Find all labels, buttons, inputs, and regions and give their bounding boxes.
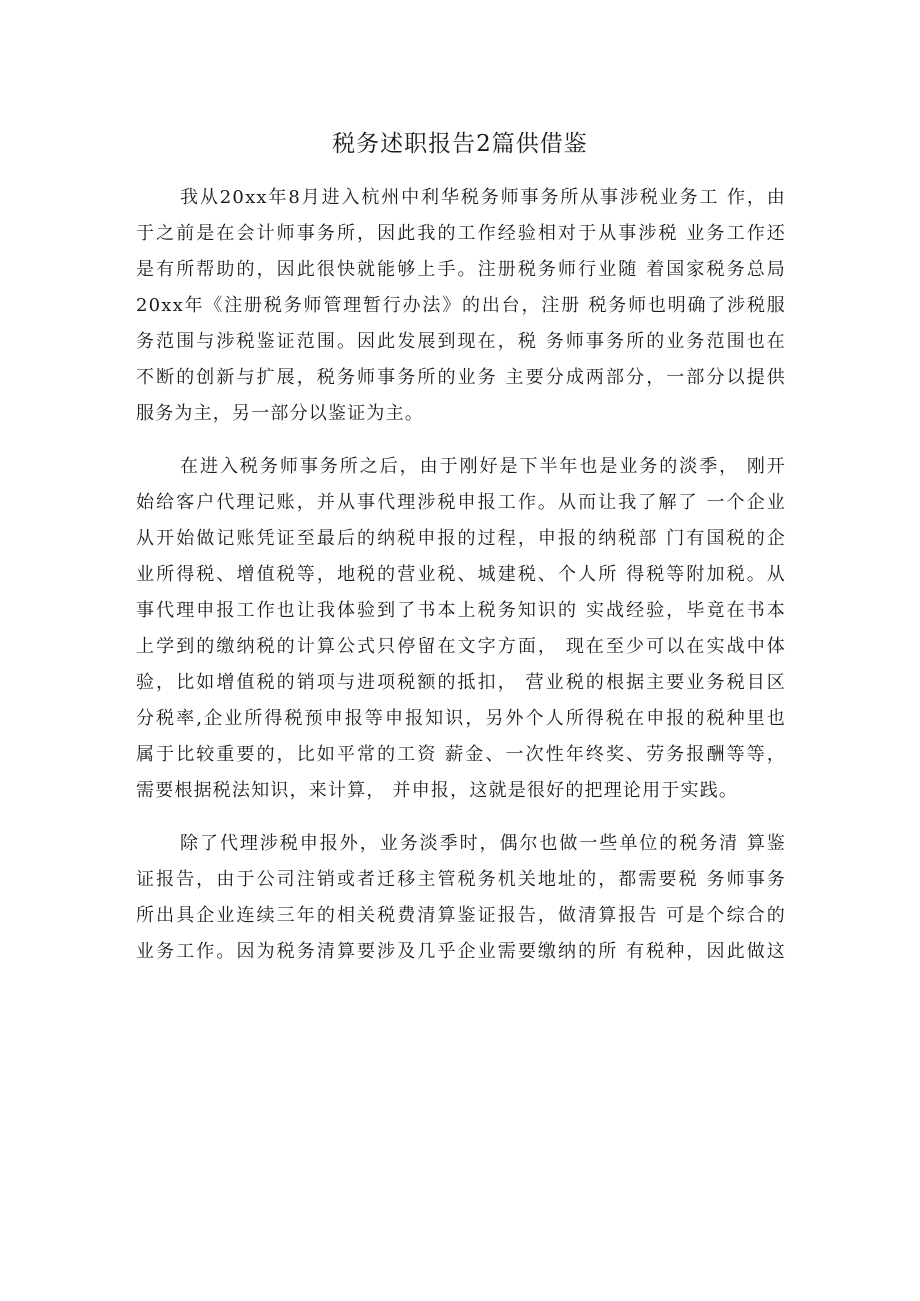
text-line: 证报告，由于公司注销或者迁移主管税务机关地址的，都需要税 务师事务 [136, 869, 786, 890]
text-line: 事代理申报工作也让我体验到了书本上税务知识的 实战经验，毕竟在书本 [136, 600, 786, 621]
text-line: 服务为主，另一部分以鉴证为主。 [136, 403, 424, 424]
text-line: 分税率,企业所得税预申报等申报知识，另外个人所得税在申报的税种里也 [136, 708, 786, 729]
paragraph-3 [136, 826, 786, 970]
document-title: 税务述职报告2篇供借鉴 [332, 131, 588, 157]
text-line: 业所得税、增值税等，地税的营业税、城建税、个人所 得税等附加税。从 [136, 564, 786, 585]
text-line: 验，比如增值税的销项与进项税额的抵扣， 营业税的根据主要业务税目区 [136, 672, 786, 693]
text-line: 从开始做记账凭证至最后的纳税申报的过程，申报的纳税部 门有国税的企 [136, 528, 786, 549]
paragraph-2 [136, 449, 786, 809]
text-line: 我从20xx年8月进入杭州中利华税务师事务所从事涉税业务工 作，由 [180, 187, 786, 208]
text-line: 于之前是在会计师事务所，因此我的工作经验相对于从事涉税 业务工作还 [136, 223, 786, 244]
text-line: 业务工作。因为税务清算要涉及几乎企业需要缴纳的所 有税种，因此做这 [136, 941, 786, 962]
text-line: 是有所帮助的，因此很快就能够上手。注册税务师行业随 着国家税务总局 [136, 259, 786, 280]
text-line: 除了代理涉税申报外，业务淡季时，偶尔也做一些单位的税务清 算鉴 [180, 833, 786, 854]
text-line: 上学到的缴纳税的计算公式只停留在文字方面， 现在至少可以在实战中体 [136, 636, 786, 657]
text-line: 需要根据税法知识，来计算， 并申报，这就是很好的把理论用于实践。 [136, 780, 739, 801]
text-line: 在进入税务师事务所之后，由于刚好是下半年也是业务的淡季， 刚开 [180, 456, 786, 477]
text-line: 始给客户代理记账，并从事代理涉税申报工作。从而让我了解了 一个企业 [136, 492, 786, 513]
text-line: 务范围与涉税鉴证范围。因此发展到现在，税 务师事务所的业务范围也在 [136, 331, 786, 352]
text-line: 不断的创新与扩展，税务师事务所的业务 主要分成两部分，一部分以提供 [136, 367, 786, 388]
paragraph-1 [136, 180, 786, 432]
text-line: 属于比较重要的，比如平常的工资 薪金、一次性年终奖、劳务报酬等等， [136, 744, 786, 765]
text-line: 20xx年《注册税务师管理暂行办法》的出台，注册 税务师也明确了涉税服 [136, 295, 786, 316]
text-line: 所出具企业连续三年的相关税费清算鉴证报告，做清算报告 可是个综合的 [136, 905, 786, 926]
document-body [136, 180, 786, 987]
